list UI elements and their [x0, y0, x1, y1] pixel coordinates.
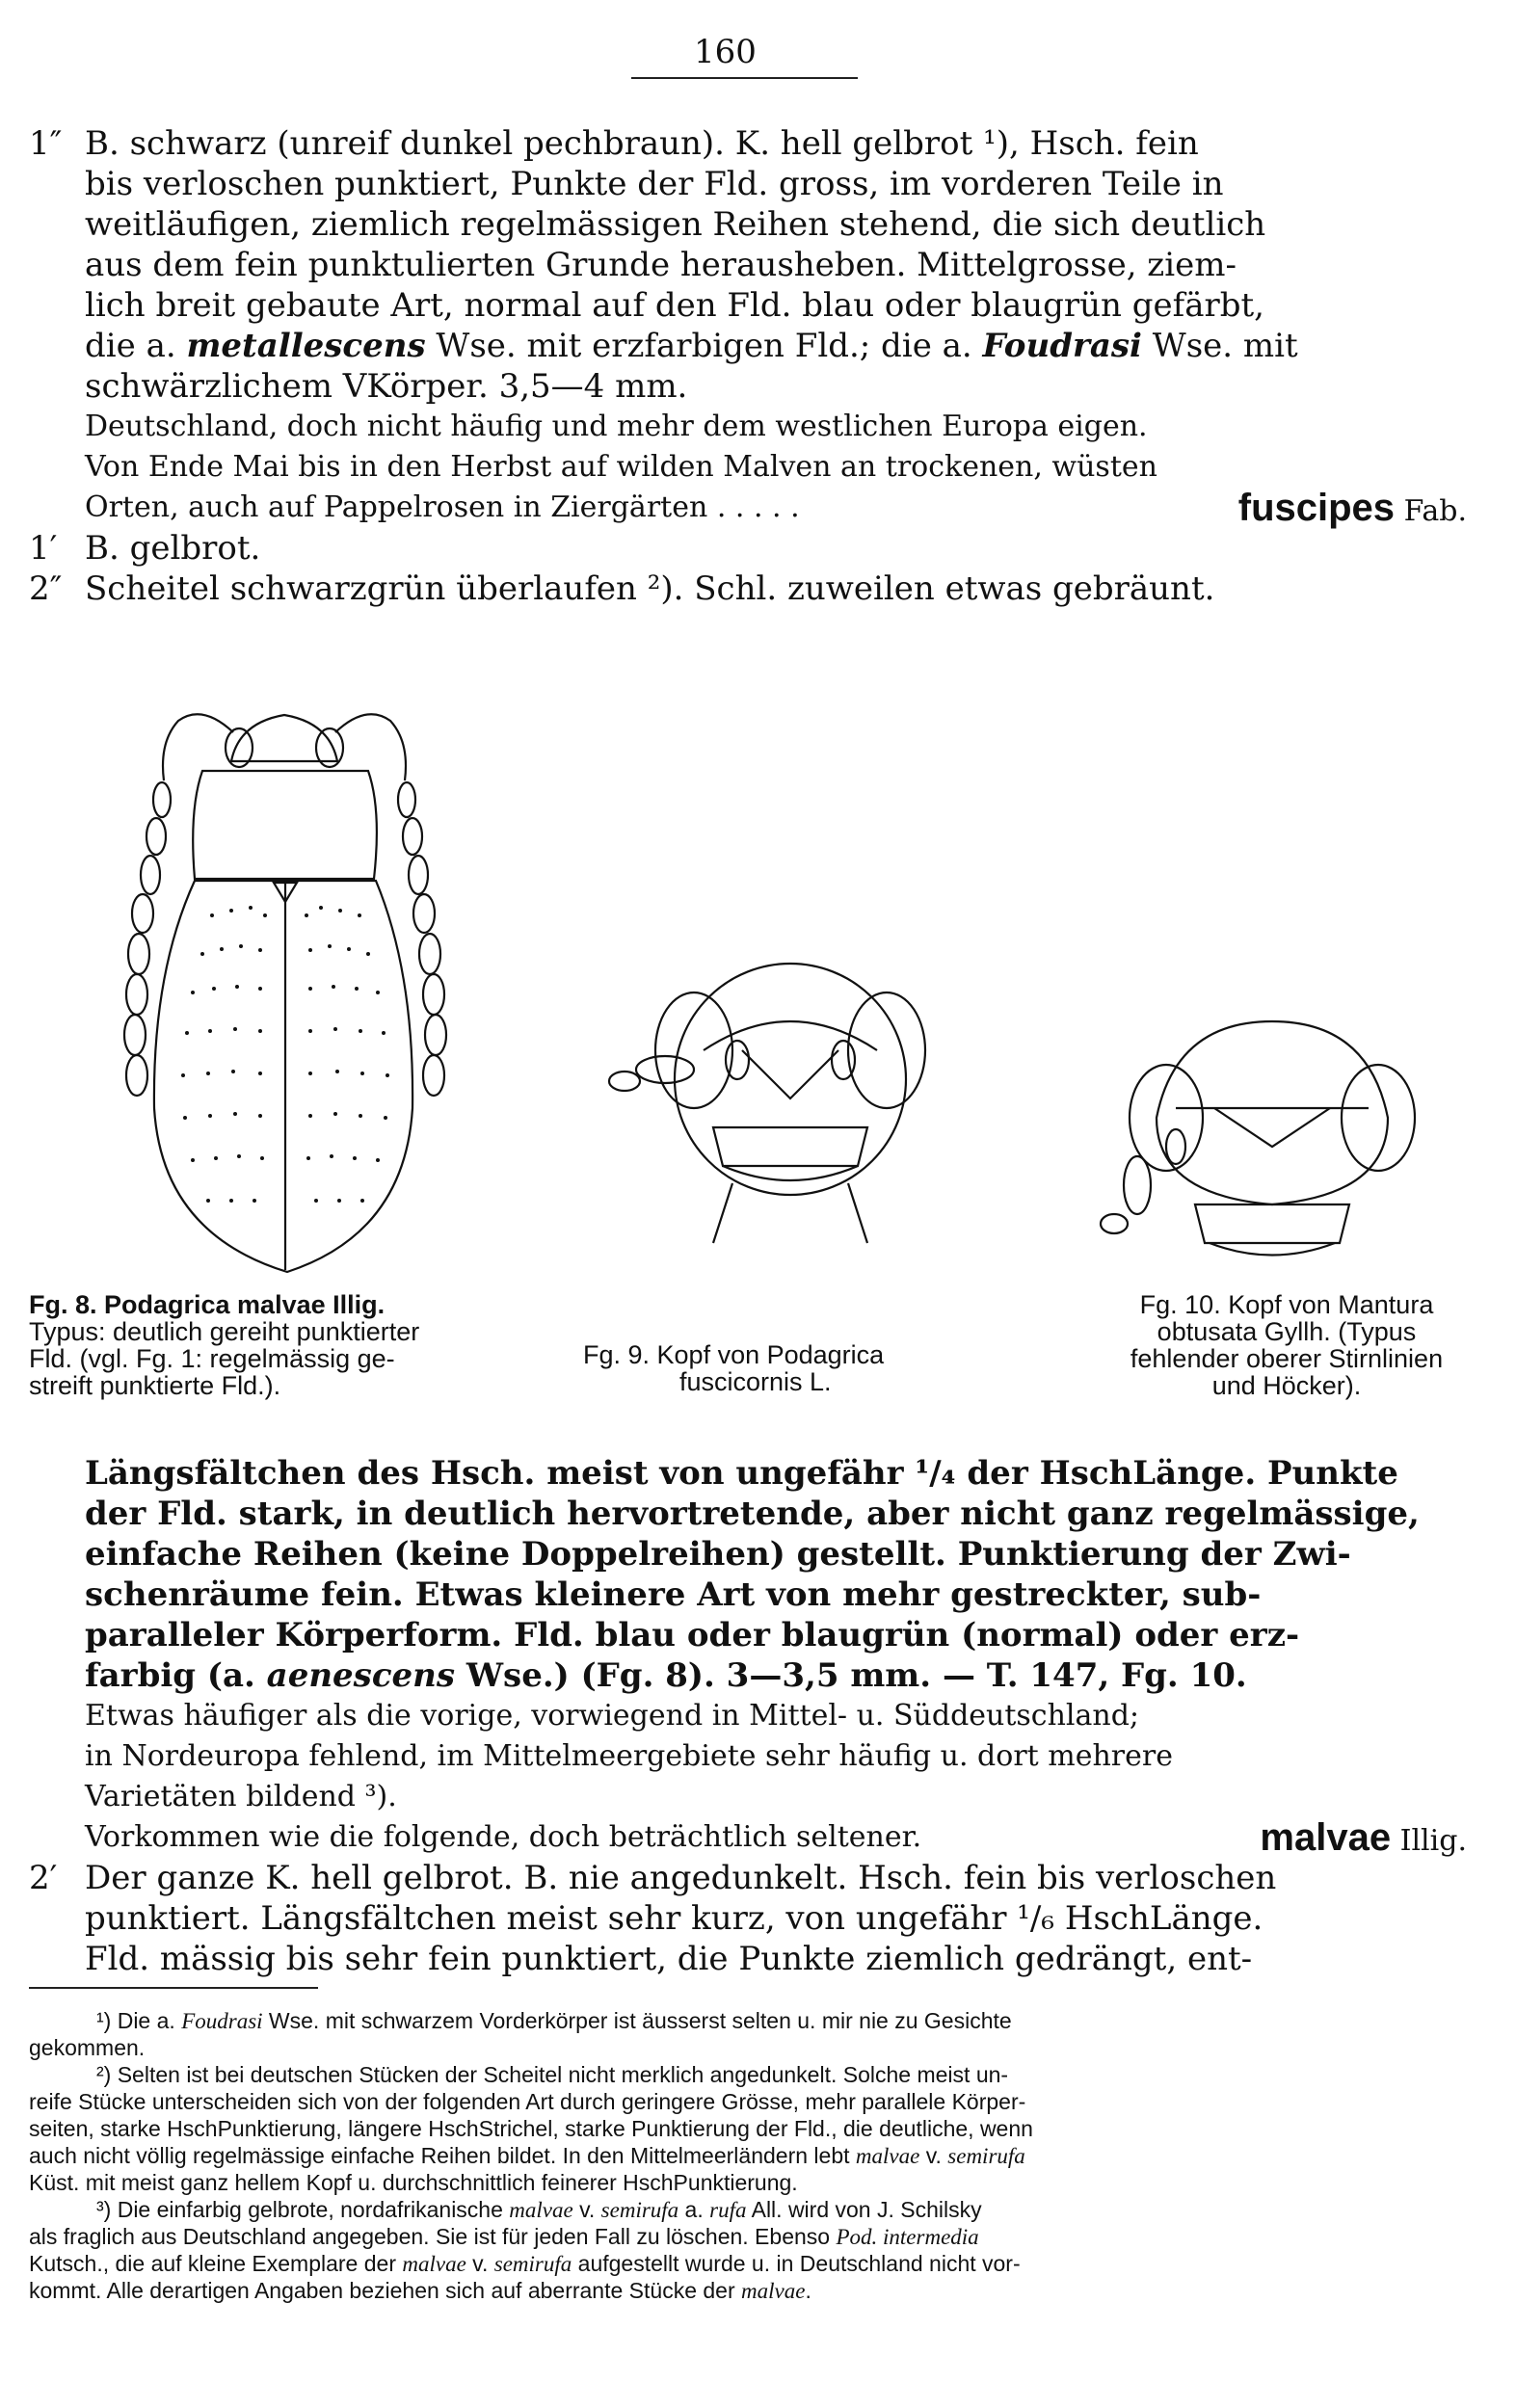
- key-line: einfache Reihen (keine Doppelreihen) gestellt. Punktierung der Zwi-: [85, 1535, 1351, 1574]
- key-line: bis verloschen punktiert, Punkte der Fld. gross, im vorderen Teile in: [85, 165, 1224, 203]
- figure-caption-9: [583, 1341, 1026, 1395]
- key-text: Wse. mit erzfarbigen Fld.; die a.: [425, 327, 983, 365]
- footnotes: [29, 2007, 1489, 2304]
- footnote-text: aufgestellt wurde u. in Deutschland nicht vor-: [572, 2251, 1021, 2276]
- footnote-text: a.: [678, 2197, 710, 2222]
- distribution-line: [29, 1817, 1486, 1858]
- key-line: schenräume fein. Etwas kleinere Art von mehr gestreckter, sub-: [85, 1575, 1262, 1614]
- species-name: fuscipes: [1237, 487, 1396, 529]
- caption-line: obtusata Gyllh. (Typus: [1157, 1317, 1417, 1346]
- footnote-italic: malvae: [855, 2144, 920, 2168]
- key-text: B. schwarz (unreif dunkel pechbraun). K. hell gelbrot ¹), Hsch. fein: [85, 124, 1199, 163]
- footnote-line: [29, 2196, 1489, 2223]
- aberration-name: aenescens: [266, 1656, 456, 1695]
- key-line: lich breit gebaute Art, normal auf den Fld. blau oder blaugrün gefärbt,: [85, 286, 1264, 325]
- species-author: Illig.: [1391, 1824, 1467, 1858]
- caption-line: fehlender oberer Stirnlinien: [1130, 1344, 1444, 1373]
- footnote-line: Küst. mit meist ganz hellem Kopf u. durchschnittlich feinerer HschPunktierung.: [29, 2170, 798, 2195]
- figure-caption-8: [29, 1291, 569, 1399]
- distribution-line: Deutschland, doch nicht häufig und mehr dem westlichen Europa eigen.: [85, 410, 1148, 443]
- key-line: [29, 1858, 1486, 1898]
- footnote-rule: [29, 1987, 318, 1989]
- key-text: farbig (a.: [85, 1656, 267, 1695]
- caption-line: Fg. 10. Kopf von Mantura: [1139, 1290, 1434, 1319]
- distribution-line: Von Ende Mai bis in den Herbst auf wilden Malven an trockenen, wüsten: [85, 450, 1157, 484]
- key-line: der Fld. stark, in deutlich hervortretende, aber nicht ganz regelmässige,: [85, 1495, 1420, 1533]
- footnote-italic: malvae: [741, 2279, 806, 2303]
- key-text: Orten, auch auf Pappelrosen in Ziergärten . . . . .: [85, 490, 800, 524]
- key-line: [29, 326, 1486, 366]
- distribution-line: [29, 488, 1486, 528]
- key-line: schwärzlichem VKörper. 3,5—4 mm.: [85, 367, 688, 406]
- key-line: paralleler Körperform. Fld. blau oder blaugrün (normal) oder erz-: [85, 1616, 1300, 1654]
- footnote-italic: malvae: [509, 2198, 573, 2222]
- footnote-text: als fraglich aus Deutschland angegeben. Sie ist für jeden Fall zu löschen. Ebenso: [29, 2224, 837, 2249]
- footnote-italic: malvae: [402, 2252, 466, 2276]
- caption-line: Fg. 9. Kopf von Podagrica: [583, 1340, 885, 1369]
- key-text: Vorkommen wie die folgende, doch beträchtlich seltener.: [85, 1820, 922, 1854]
- couplet-mark: 2″: [29, 569, 63, 608]
- couplet-mark: 1′: [29, 529, 58, 568]
- footnote-italic: rufa: [709, 2198, 747, 2222]
- footnote-line: [29, 2007, 1489, 2034]
- distribution-line: in Nordeuropa fehlend, im Mittelmeergebiete sehr häufig u. dort mehrere: [85, 1739, 1173, 1773]
- figure-area: [0, 636, 1516, 1407]
- footnote-text: All. wird von J. Schilsky: [746, 2197, 982, 2222]
- key-section-top: [29, 123, 1486, 609]
- caption-line: Fg. 8. Podagrica malvae Illig.: [29, 1290, 386, 1319]
- key-line: aus dem fein punktulierten Grunde herausheben. Mittelgrosse, ziem-: [85, 246, 1237, 284]
- footnote-italic: Foudrasi: [181, 2009, 263, 2033]
- key-line: [29, 1655, 1486, 1696]
- key-line: punktiert. Längsfältchen meist sehr kurz, von ungefähr ¹/₆ HschLänge.: [85, 1899, 1263, 1938]
- footnote-italic: semirufa: [947, 2144, 1025, 2168]
- footnote-text: v.: [919, 2143, 948, 2168]
- footnote-text: v.: [465, 2251, 494, 2276]
- footnote-text: ³) Die einfarbig gelbrote, nordafrikanische: [96, 2197, 510, 2222]
- key-line: [29, 123, 1486, 164]
- footnote-line: gekommen.: [29, 2035, 146, 2060]
- key-line: [29, 528, 1486, 569]
- caption-line: streift punktierte Fld.).: [29, 1371, 281, 1400]
- footnote-line: seiten, starke HschPunktierung, längere HschStrichel, starke Punktierung der Fld., die deutliche, wenn: [29, 2116, 1033, 2141]
- species-author: Fab.: [1395, 494, 1467, 528]
- species-name: malvae: [1260, 1816, 1392, 1859]
- footnote-line: [29, 2223, 1489, 2250]
- page-number: 160: [694, 33, 757, 71]
- head-illustration-mantura: [1079, 1002, 1446, 1291]
- footnote-italic: semirufa: [493, 2252, 572, 2276]
- key-line: Längsfältchen des Hsch. meist von ungefähr ¹/₄ der HschLänge. Punkte: [85, 1454, 1398, 1493]
- couplet-mark: 2′: [29, 1859, 58, 1897]
- key-text: B. gelbrot.: [85, 529, 261, 568]
- footnote-text: auch nicht völlig regelmässige einfache Reihen bildet. In den Mittelmeerländern lebt: [29, 2143, 856, 2168]
- distribution-line: Etwas häufiger als die vorige, vorwiegend in Mittel- u. Süddeutschland;: [85, 1699, 1140, 1733]
- head-illustration-podagrica: [598, 935, 983, 1282]
- caption-line: fuscicornis L.: [679, 1367, 832, 1396]
- key-line: weitläufigen, ziemlich regelmässigen Reihen stehend, die sich deutlich: [85, 205, 1266, 244]
- footnote-line: [29, 2142, 1489, 2169]
- key-section-bottom: [29, 1453, 1486, 1979]
- caption-line: Typus: deutlich gereiht punktierter: [29, 1317, 420, 1346]
- footnote-text: ¹) Die a.: [96, 2008, 182, 2033]
- footnote-line: [29, 2277, 1489, 2304]
- aberration-name: metallescens: [186, 327, 426, 365]
- caption-line: und Höcker).: [1211, 1371, 1362, 1400]
- figure-caption-10: [1084, 1291, 1489, 1399]
- aberration-name: Foudrasi: [982, 327, 1142, 365]
- footnote-text: Kutsch., die auf kleine Exemplare der: [29, 2251, 403, 2276]
- key-text: Wse.) (Fg. 8). 3—3,5 mm. — T. 147, Fg. 10.: [455, 1656, 1247, 1695]
- couplet-mark: 1″: [29, 124, 63, 163]
- key-text: Wse. mit: [1141, 327, 1298, 365]
- key-line: [29, 569, 1486, 609]
- key-line: Fld. mässig bis sehr fein punktiert, die Punkte ziemlich gedrängt, ent-: [85, 1940, 1253, 1978]
- caption-line: Fld. (vgl. Fg. 1: regelmässig ge-: [29, 1344, 395, 1373]
- beetle-illustration: [67, 655, 501, 1282]
- page-number-rule: [631, 77, 858, 79]
- footnote-text: kommt. Alle derartigen Angaben beziehen sich auf aberrante Stücke der: [29, 2278, 742, 2303]
- distribution-line: Varietäten bildend ³).: [85, 1780, 397, 1813]
- key-text: Der ganze K. hell gelbrot. B. nie angedunkelt. Hsch. fein bis verloschen: [85, 1859, 1277, 1897]
- footnote-text: .: [805, 2278, 811, 2303]
- footnote-line: [29, 2250, 1489, 2277]
- footnote-line: reife Stücke unterscheiden sich von der folgenden Art durch geringere Grösse, mehr parallele Körper-: [29, 2089, 1026, 2114]
- footnote-text: Wse. mit schwarzem Vorderkörper ist äusserst selten u. mir nie zu Gesichte: [262, 2008, 1012, 2033]
- footnote-text: v.: [572, 2197, 601, 2222]
- footnote-line: ²) Selten ist bei deutschen Stücken der Scheitel nicht merklich angedunkelt. Solche meist un-: [96, 2062, 1009, 2087]
- key-text: die a.: [85, 327, 187, 365]
- footnote-italic: Pod. intermedia: [836, 2225, 979, 2249]
- footnote-italic: semirufa: [600, 2198, 679, 2222]
- key-text: Scheitel schwarzgrün überlaufen ²). Schl. zuweilen etwas gebräunt.: [85, 569, 1215, 608]
